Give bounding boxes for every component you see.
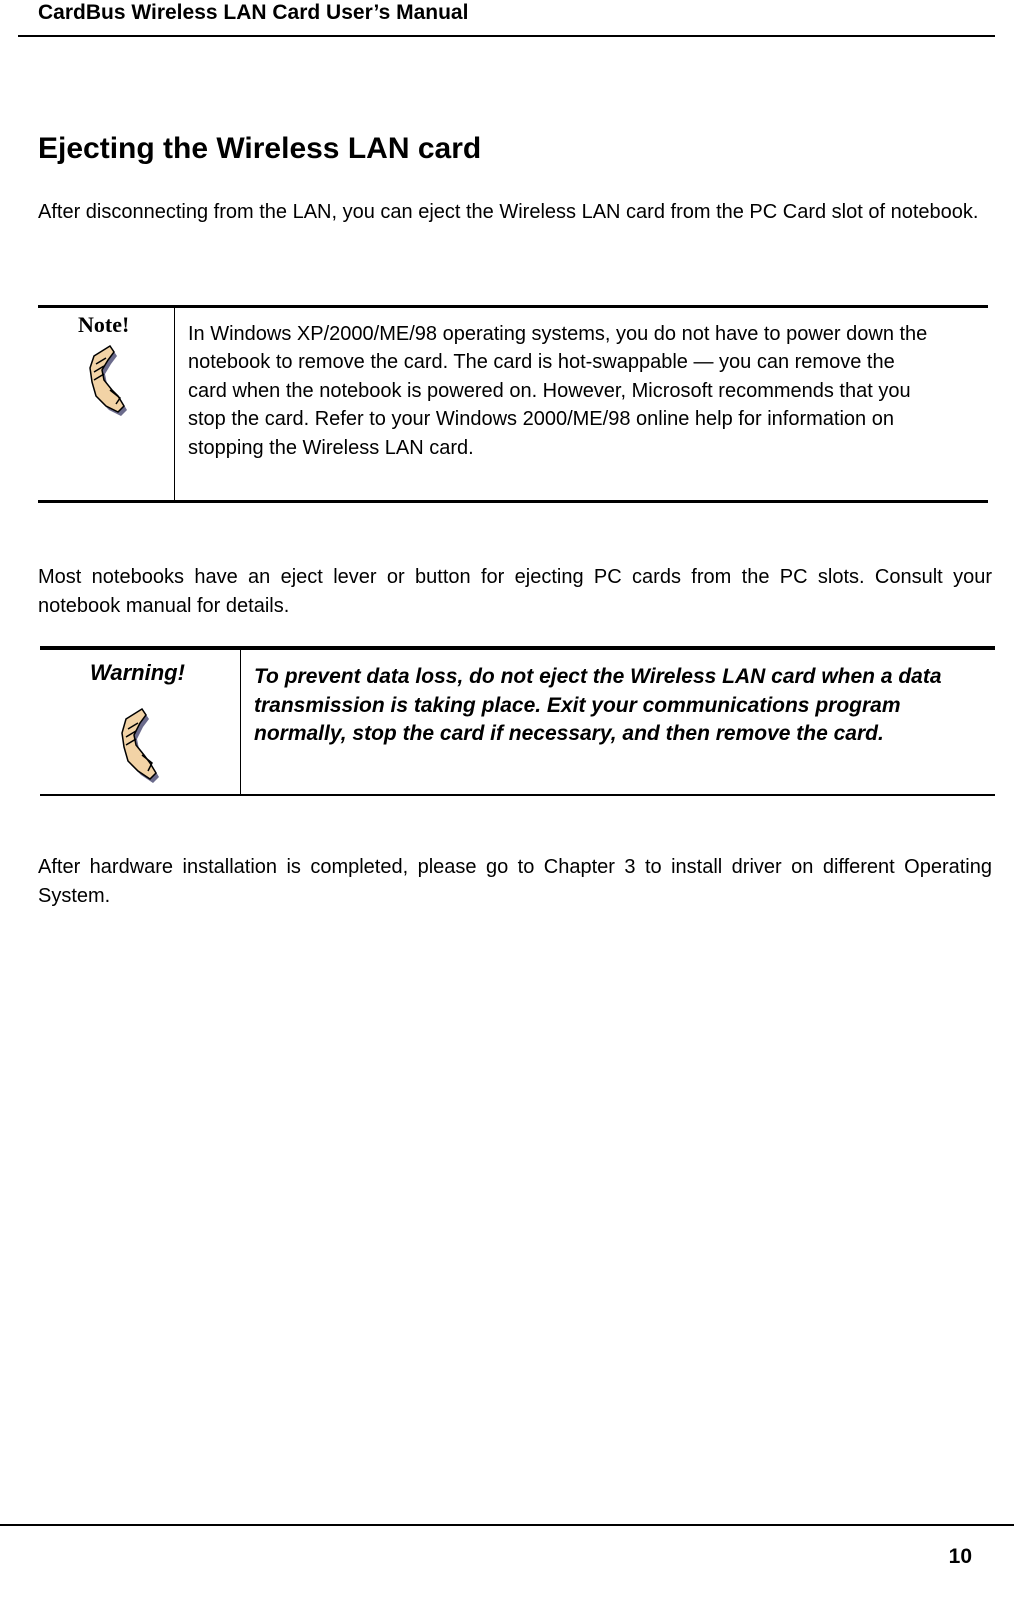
running-header-title: CardBus Wireless LAN Card User’s Manual xyxy=(38,1,469,24)
note-divider xyxy=(174,308,175,500)
warning-label: Warning! xyxy=(90,660,185,685)
warning-top-rule xyxy=(40,646,995,650)
intro-paragraph: After disconnecting from the LAN, you can eject the Wireless LAN card from the PC Card slot of notebook. xyxy=(38,201,979,223)
section-heading: Ejecting the Wireless LAN card xyxy=(38,132,482,165)
eject-paragraph: Most notebooks have an eject lever or button for ejecting PC cards from the PC slots. Consult your notebook manual for details. xyxy=(38,566,992,617)
note-label: Note! xyxy=(78,312,130,337)
warning-text: To prevent data loss, do not eject the Wireless LAN card when a data transmission is taking place. Exit your communications program normally, stop the card if necessary, and then remove the card. xyxy=(254,665,942,745)
header-divider xyxy=(18,35,995,37)
pointing-hand-icon xyxy=(116,705,160,785)
warning-bottom-rule xyxy=(40,794,995,796)
note-text: In Windows XP/2000/ME/98 operating systems, you do not have to power down the notebook to remove the card. The card is hot-swappable — you can remove the card when the notebook is powered on. However, Microsoft recommends that you stop the card. Refer to your Windows 2000/ME/98 online help for information on stopping the Wireless LAN card. xyxy=(188,323,928,459)
pointing-hand-icon xyxy=(84,342,128,418)
warning-divider xyxy=(240,650,241,794)
closing-paragraph: After hardware installation is completed, please go to Chapter 3 to install driver on different Operating System. xyxy=(38,856,992,907)
note-top-rule xyxy=(38,305,988,308)
page-number: 10 xyxy=(948,1545,972,1568)
footer-divider xyxy=(0,1524,1014,1526)
note-bottom-rule xyxy=(38,500,988,503)
